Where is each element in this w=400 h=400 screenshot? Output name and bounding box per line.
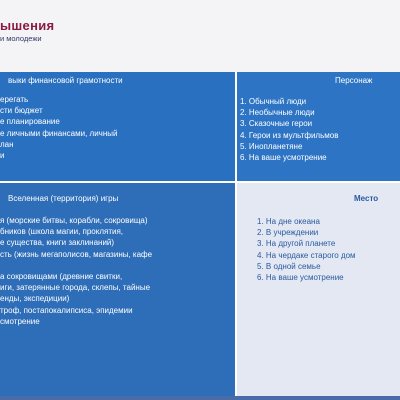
slide-header [0,0,400,70]
cell-character [237,72,400,183]
list-item: иги, затерянные города, склепы, тайные [0,283,151,293]
list-item: енды, экспедиции) [0,294,70,304]
list-item: 2. Необычные люди [240,108,315,118]
game-design-table [0,72,400,400]
list-item: 1. Обычный люди [240,97,307,106]
list-item: 4. Герои из мультфильмов [240,130,339,140]
cell-place [237,183,400,400]
list-item: 5. В одной семье [257,261,321,271]
list-item: 3. На другой планете [257,239,336,249]
character-list [240,96,338,163]
brand-subtitle: и молодежи [0,34,42,43]
list-item: троф, постапокалипсиса, эпидемии [0,305,133,315]
list-item: е существа, книги заклинаний) [0,238,115,248]
brand-title: ышения [0,18,55,33]
list-item: сти бюджет [0,106,43,116]
list-item [0,260,152,271]
list-item: 5. Инопланетяне [240,141,303,151]
list-item: 3. Сказочные герои [240,119,313,129]
list-item: сть (жизнь мегаполисов, магазины, кафе [0,249,153,259]
list-item: лан [0,139,14,149]
cell-title-character: Персонаж [335,76,373,85]
list-item: ерегать [0,95,29,104]
list-item: я (морские битвы, корабли, сокровища) [0,216,148,225]
place-list [257,216,356,283]
list-item: 1. На дне океана [257,217,320,226]
list-item: и [0,151,5,161]
list-item: 6. На ваше усмотрение [240,153,327,163]
list-item: 4. На чердаке старого дом [257,250,356,260]
cell-title-game-universe: Вселенная (территория) игры [8,194,119,203]
list-item: е личными финансами, личный [0,128,118,138]
financial-skills-list [0,94,117,161]
list-item: е планирование [0,117,60,127]
cell-game-universe [0,183,237,400]
footer-strip [0,396,400,400]
list-item: 6. На ваше усмотрение [257,273,344,283]
cell-title-financial-skills: выки финансовой грамотности [8,76,123,85]
list-item: бников (школа магии, проклятия, [0,227,124,237]
game-universe-list [0,215,152,327]
cell-title-place: Место [354,194,379,203]
list-item: 2. В учреждении [257,228,319,238]
cell-financial-skills [0,72,237,183]
list-item: а сокровищами (древние свитки, [0,272,123,281]
list-item: смотрение [0,316,40,326]
